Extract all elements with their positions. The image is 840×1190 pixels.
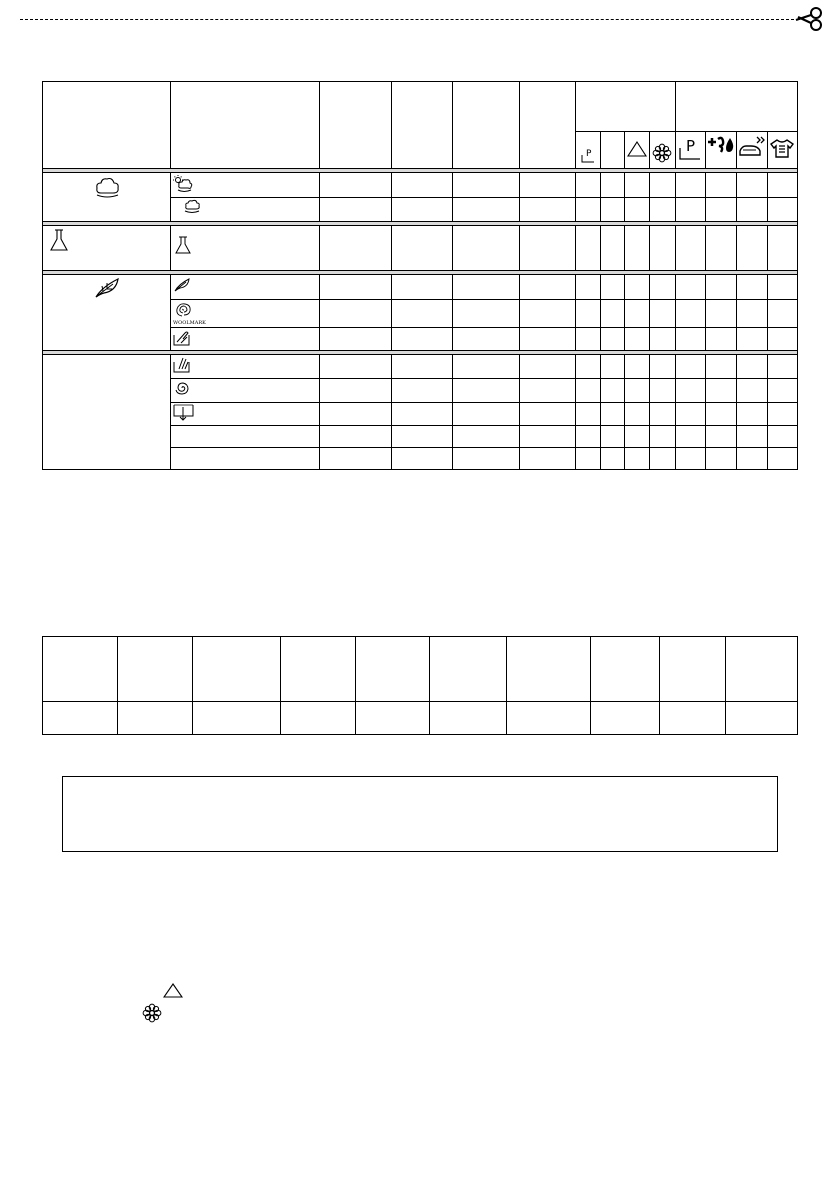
row-line <box>575 131 797 132</box>
softener-flower-icon <box>652 143 672 163</box>
scissors-icon <box>794 6 824 32</box>
col-line <box>736 131 737 469</box>
cotton-icon <box>183 198 201 214</box>
group-separator <box>43 221 797 226</box>
col-line <box>600 131 601 469</box>
col-line <box>355 637 356 734</box>
col-line <box>280 637 281 734</box>
row-line <box>170 378 797 379</box>
feather-icon <box>94 277 120 299</box>
eco-cotton-icon <box>173 175 193 193</box>
shirt-icon <box>770 138 794 158</box>
woolmark-icon <box>172 301 206 326</box>
note-box <box>62 776 778 852</box>
programme-table <box>42 81 798 470</box>
row-line <box>170 402 797 403</box>
synthetics-flask-icon <box>49 228 69 252</box>
col-line <box>649 131 650 469</box>
cut-line <box>20 19 794 20</box>
row-line <box>170 447 797 448</box>
delicates-icon <box>173 277 191 293</box>
col-line <box>575 82 576 469</box>
row-line <box>170 425 797 426</box>
rinse-icon <box>173 356 191 374</box>
col-line <box>319 82 320 469</box>
spin-icon <box>174 380 190 396</box>
col-line <box>659 637 660 734</box>
easy-iron-icon <box>738 135 766 159</box>
mainwash-triangle-icon <box>163 983 183 998</box>
row-line <box>170 299 797 300</box>
synthetics-icon <box>175 235 191 255</box>
row-line <box>170 327 797 328</box>
svg-text:P: P <box>586 149 592 159</box>
col-line <box>767 131 768 469</box>
row-line <box>170 197 797 198</box>
col-line <box>675 82 676 469</box>
prewash-p-icon <box>677 136 703 162</box>
col-line <box>725 637 726 734</box>
col-line <box>391 82 392 469</box>
col-line <box>192 637 193 734</box>
specification-table <box>42 636 798 735</box>
prewash-small-icon <box>579 145 597 165</box>
drain-icon <box>173 403 195 421</box>
cotton-pot-icon <box>93 175 121 201</box>
col-line <box>506 637 507 734</box>
mainwash-triangle-icon <box>627 141 647 157</box>
extra-rinse-icon <box>707 134 735 156</box>
col-line <box>519 82 520 469</box>
woolmark-caption: WOOLMARK <box>173 320 206 326</box>
group-separator <box>43 270 797 275</box>
softener-flower-icon <box>142 1003 162 1023</box>
svg-text:P: P <box>686 137 696 155</box>
group-separator <box>43 168 797 173</box>
group-separator <box>43 350 797 355</box>
row-line <box>43 701 797 702</box>
col-line <box>429 637 430 734</box>
col-line <box>117 637 118 734</box>
col-line <box>705 131 706 469</box>
col-line <box>170 82 171 469</box>
handwash-icon <box>173 329 191 347</box>
col-line <box>624 131 625 469</box>
col-line <box>452 82 453 469</box>
col-line <box>590 637 591 734</box>
